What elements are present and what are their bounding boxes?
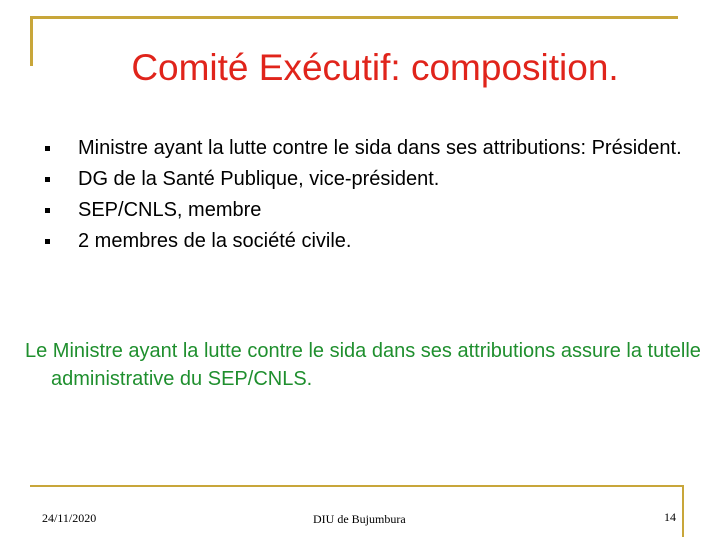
bullet-text: SEP/CNLS, membre: [78, 199, 262, 221]
bullet-text: 2 membres de la société civile.: [78, 230, 352, 252]
bullet-item: [0, 164, 720, 195]
square-bullet-icon: [45, 177, 50, 182]
square-bullet-icon: [45, 146, 50, 151]
bullet-item: [0, 195, 720, 226]
footer-center-text: DIU de Bujumbura: [313, 512, 406, 526]
bullet-item: [0, 133, 720, 164]
bullet-list: [0, 133, 720, 257]
bullet-item: [0, 226, 720, 257]
bullet-text: Ministre ayant la lutte contre le sida dans ses attributions: Président.: [78, 137, 682, 159]
slide-frame-right-line: [682, 485, 684, 537]
slide-note: Le Ministre ayant la lutte contre le sida dans ses attributions assure la tutelle administrative du SEP/CNLS.: [25, 340, 701, 390]
slide-title: Comité Exécutif: composition.: [131, 47, 619, 88]
slide-frame-top-line: [30, 16, 678, 19]
page-number: 14: [664, 510, 676, 524]
bullet-text: DG de la Santé Publique, vice-président.: [78, 168, 440, 190]
square-bullet-icon: [45, 239, 50, 244]
footer-date: 24/11/2020: [42, 511, 97, 525]
slide-frame-bottom-line: [30, 485, 684, 487]
square-bullet-icon: [45, 208, 50, 213]
